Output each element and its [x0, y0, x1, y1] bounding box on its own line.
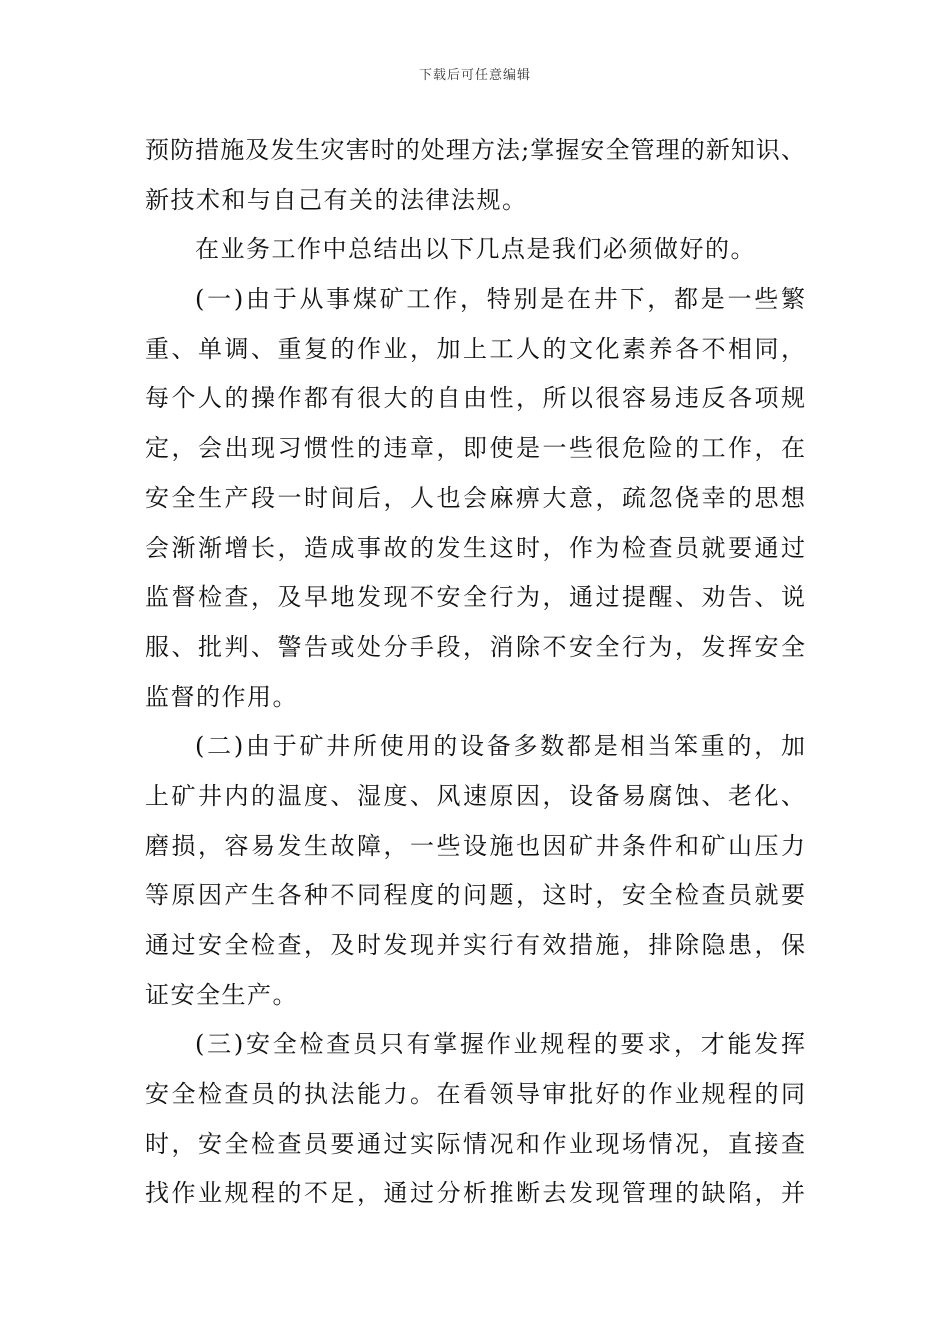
text-line: 安全生产段一时间后，人也会麻痹大意，疏忽侥幸的思想 — [145, 483, 805, 512]
text-line: (二)由于矿井所使用的设备多数都是相当笨重的，加 — [195, 732, 805, 761]
text-line: 预防措施及发生灾害时的处理方法;掌握安全管理的新知识、 — [145, 136, 805, 164]
text-line: 通过安全检查，及时发现并实行有效措施，排除隐患，保 — [145, 931, 805, 959]
text-line: 新技术和与自己有关的法律法规。 — [145, 185, 528, 214]
text-line: 等原因产生各种不同程度的问题，这时，安全检查员就要 — [145, 881, 805, 910]
text-line: 安全检查员的执法能力。在看领导审批好的作业规程的同 — [145, 1080, 805, 1109]
text-line: 监督检查，及早地发现不安全行为，通过提醒、劝告、说 — [145, 583, 805, 612]
text-line: 证安全生产。 — [145, 980, 298, 1009]
text-line: 磨损，容易发生故障，一些设施也因矿井条件和矿山压力 — [145, 831, 805, 860]
document-body — [145, 126, 805, 1219]
text-line: 时，安全检查员要通过实际情况和作业现场情况，直接查 — [145, 1129, 805, 1158]
text-line: 监督的作用。 — [145, 682, 298, 711]
text-line: 上矿井内的温度、湿度、风速原因，设备易腐蚀、老化、 — [145, 781, 805, 810]
text-line: 会渐渐增长，造成事故的发生这时，作为检查员就要通过 — [145, 533, 805, 562]
text-line: (一)由于从事煤矿工作，特别是在井下，都是一些繁 — [195, 285, 805, 314]
text-line: 在业务工作中总结出以下几点是我们必须做好的。 — [195, 235, 756, 264]
text-line: 每个人的操作都有很大的自由性，所以很容易违反各项规 — [145, 384, 805, 413]
text-line: 服、批判、警告或处分手段，消除不安全行为，发挥安全 — [145, 632, 805, 661]
text-line: 定，会出现习惯性的违章，即使是一些很危险的工作，在 — [145, 434, 805, 463]
text-line: 重、单调、重复的作业，加上工人的文化素养各不相同， — [145, 334, 805, 363]
text-line: (三)安全检查员只有掌握作业规程的要求，才能发挥 — [195, 1030, 805, 1059]
text-line: 找作业规程的不足，通过分析推断去发现管理的缺陷，并 — [145, 1179, 805, 1208]
page-header: 下载后可任意编辑 — [418, 68, 531, 83]
